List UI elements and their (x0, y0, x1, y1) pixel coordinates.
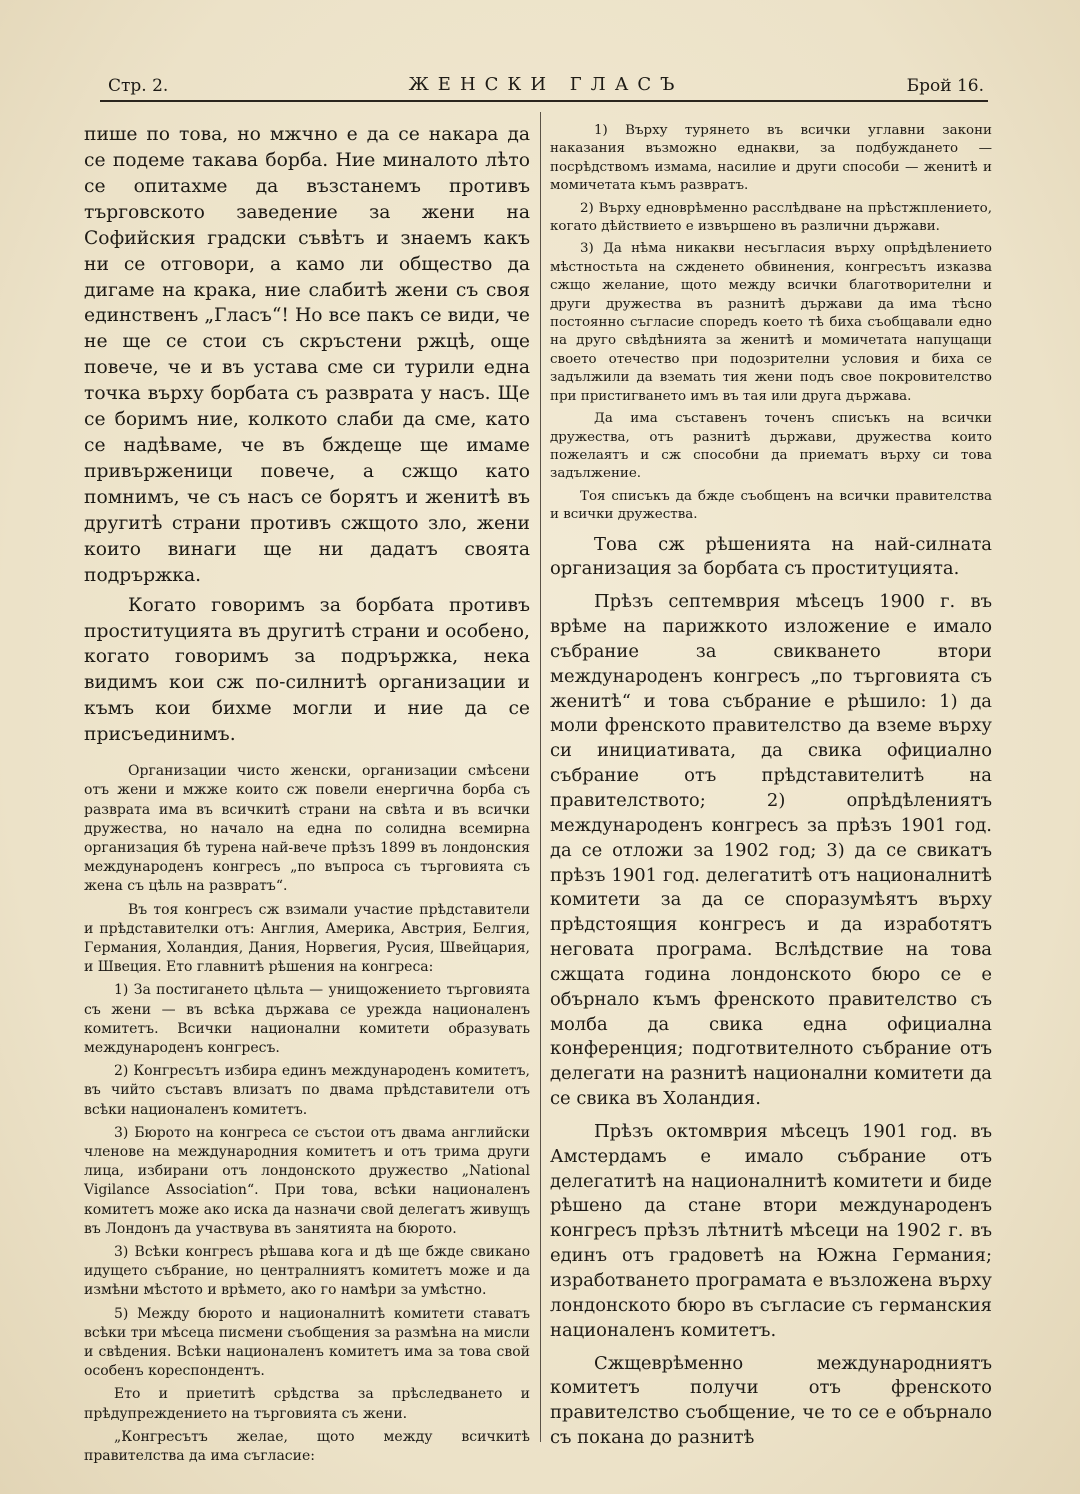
left-column (84, 122, 530, 1466)
paragraph: Въ тоя конгресъ сж взимали участие прѣдставители и прѣдставителки отъ: Англия, Америка, Австрия, Белгия, Германия, Холандия, Дания, Норвегия, Русия, Швейцария, и Швеция. Ето главнитѣ рѣшения на конгреса: (84, 901, 530, 976)
issue-number: Брой 16. (906, 76, 984, 96)
header-rule (100, 100, 988, 102)
paragraph: Прѣзъ октомврия мѣсецъ 1901 год. въ Амстердамъ е имало събрание отъ делегатитѣ на националнитѣ комитети и биде рѣшено да стане втори международенъ конгресъ прѣзъ лѣтнитѣ мѣсеци на 1902 г. въ единъ отъ градоветѣ на Южна Германия; изработването програмата е възложена върху лондонското бюро въ съгласие съ германския националенъ комитетъ. (550, 1120, 992, 1341)
resolution-item: 3) Бюрото на конгреса се състои отъ двама английски членове на международния комитетъ и отъ трима други лица, избирани отъ лондонското дружество „National Vigilance Association“. При това, всѣки националенъ комитетъ може ако иска да назначи свой делегатъ живущъ въ Лондонъ да участвува въ занятията на бюрото. (84, 1124, 530, 1237)
column-divider (540, 112, 541, 1442)
paragraph: Тоя списъкъ да бжде съобщенъ на всички правителства и всички дружества. (550, 488, 992, 523)
paragraph: Когато говоримъ за борбата противъ проституцията въ другитѣ страни и особено, когато говоримъ за подрържка, нека видимъ кои сж по-силнитѣ организации и къмъ кои бихме могли и ние да се присъединимъ. (84, 594, 530, 746)
resolution-item: 1) Върху турянето въ всички углавни закони наказания възможно еднакви, за подбуждането — посрѣдствомъ измама, насилие и други способи — женитѣ и момичетата къмъ развратъ. (550, 123, 992, 194)
masthead-title: ЖЕНСКИ ГЛАСЪ (408, 74, 684, 95)
resolution-item: 1) За постигането цѣльта — унищожението търговията съ жени — въ всѣка държава се урежда националенъ комитетъ. Всички национални комитети образувать международенъ конгресъ. (84, 982, 530, 1056)
page-number: Стр. 2. (108, 76, 169, 96)
resolution-item: 3) Да нѣма никакви несъгласия върху опрѣдѣлението мѣстностьта на сжденето обвинения, конгресътъ изказва сжщо желание, щото между всички благотворителни и други дружества въ разнитѣ държави да има тѣсно постоянно съгласие споредъ което тѣ биха съобщавали едно на друго свѣдѣнията за женитѣ и момичетата напущащи своето отечество при подозрителни условия и биха се задължили да вземать тия жени подъ свое покровителство при пристигването имъ въ тая или друга държава. (550, 241, 992, 404)
paragraph: Това сж рѣшенията на най-силната организация за борбата съ проституцията. (550, 533, 992, 580)
resolution-item: 2) Върху едноврѣменно расслѣдване на прѣстжплението, когато дѣйствието е извършено въ различни държави. (550, 200, 992, 235)
paragraph: „Конгресътъ желае, щото между всичкитѣ правителства да има съгласие: (84, 1428, 530, 1465)
paragraph: Сжщеврѣменно международниятъ комитетъ получи отъ френското правителство съобщение, че то се е обърнало съ покана до разнитѣ (550, 1352, 992, 1449)
paragraph: Прѣзъ септемврия мѣсецъ 1900 г. въ врѣме на парижкото изложение е имало събрание за свикването втори международенъ конгресъ „по търговията съ женитѣ“ и това събрание е рѣшило: 1) да моли френското правителство да вземе върху си инициативата, да свика официално събрание отъ прѣдставителитѣ на правителството; 2) опрѣдѣлениятъ международенъ конгресъ за прѣзъ 1901 год. да се отложи за 1902 год; 3) да се свикатъ прѣзъ 1901 год. делегатитѣ отъ националнитѣ комитети за да се споразумѣятъ върху прѣдстоящия конгресъ и да изработятъ неговата програма. Вслѣдствие на това сжщата година лондонското бюро се е обърнало къмъ френското правителство съ молба да свика една официална конференция; подготвителното събрание отъ делегати на разнитѣ национални комитети да се свика въ Холандия. (550, 591, 992, 1110)
paragraph: пише по това, но мжчно е да се накара да се подеме такава борба. Ние миналото лѣто се опитахме да възстанемъ противъ търговското заведение за жени на Софийския градски съвѣтъ и знаемъ какъ ни се отговори, а камо ли общество да дигаме на крака, ние слабитѣ жени съ своя единственъ „Гласъ“! Но все пакъ се види, че не ще се стои съ скръстени ржцѣ, още повече, че и въ устава сме си турили една точка върху борбата съ разврата у насъ. Ще се боримъ ние, колкото слаби да сме, като се надѣваме, че въ бждеще ще имаме привърженици повече, а сжщо като помнимъ, че съ насъ се борятъ и женитѣ въ другитѣ страни противъ сжщото зло, жени които винаги ще ни дадатъ своята подрържка. (84, 124, 530, 586)
resolution-item: 2) Конгресътъ избира единъ международенъ комитетъ, въ чийто съставъ влизатъ по двама прѣдставители отъ всѣки националенъ комитетъ. (84, 1063, 530, 1118)
paragraph: Ето и приетитѣ срѣдства за прѣследването и прѣдупреждението на търговията съ жени. (84, 1386, 530, 1422)
resolution-item: 3) Всѣки конгресъ рѣшава кога и дѣ ще бжде свикано идущето събрание, но централниятъ комитетъ може и да измѣни мѣстото и врѣмето, ако го намѣри за умѣстно. (84, 1244, 530, 1299)
resolution-item: 5) Между бюрото и националнитѣ комитети ставатъ всѣки три мѣсеца писмени съобщения за размѣна на мисли и свѣдения. Всѣки националенъ комитетъ има за това свой особенъ кореспондентъ. (84, 1305, 530, 1380)
paragraph: Организации чисто женски, организации смѣсени отъ жени и мжже които сж повели енергична борба съ разврата има въ всичкитѣ страни на свѣта и въ всички дружества, но начало на една по солидна всемирна организация бѣ турена най-вече прѣзъ 1899 въ лондонския международенъ конгресъ „по въпроса съ търговията съ жена съ цѣль на развратъ“. (84, 763, 530, 895)
right-column (550, 122, 992, 1451)
paragraph: Да има съставенъ точенъ списъкъ на всички дружества, отъ разнитѣ държави, дружества които пожелаятъ и сж способни да приематъ върху си това задължение. (550, 411, 992, 482)
